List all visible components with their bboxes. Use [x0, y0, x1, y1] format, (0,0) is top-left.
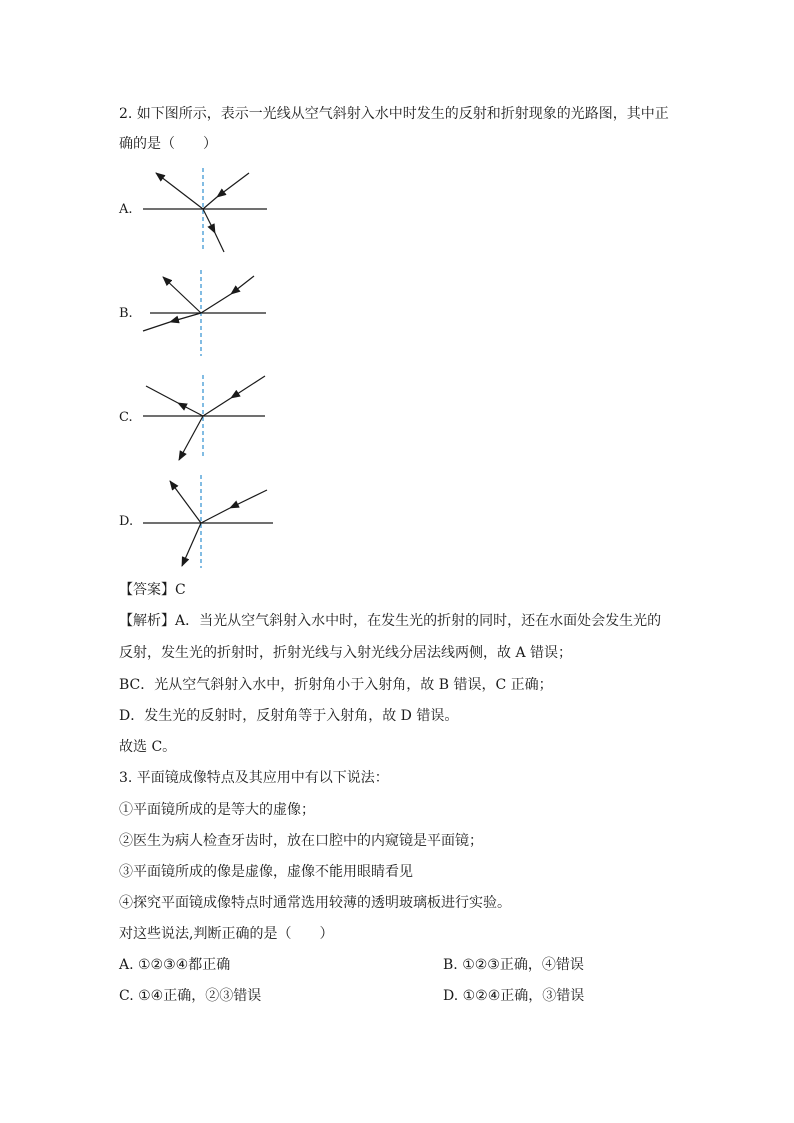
diagram-d-incident-ray	[230, 490, 267, 508]
diagram-c-refracted-ray	[179, 416, 203, 460]
question-3-stem: 3. 平面镜成像特点及其应用中有以下说法：	[119, 770, 389, 786]
statement-2: ②医生为病人检查牙齿时，放在口腔中的内窥镜是平面镜；	[119, 833, 483, 849]
option-b: B. ①②③正确，④错误	[443, 957, 584, 973]
question-3-prompt: 对这些说法,判断正确的是（ ）	[119, 926, 334, 942]
diagram-d	[143, 475, 273, 568]
diagram-c-reflected-ray	[178, 403, 203, 416]
option-a-label: A.	[119, 202, 133, 217]
diagram-a-reflected-ray	[156, 173, 203, 209]
diagram-c-incident-ray	[231, 376, 265, 398]
analysis-line-4: D．发生光的反射时，反射角等于入射角，故 D 错误。	[119, 708, 459, 724]
statement-4: ④探究平面镜成像特点时通常选用较薄的透明玻璃板进行实验。	[119, 895, 511, 911]
diagram-a	[143, 168, 267, 252]
analysis-line-2: 反射，发生光的折射时，折射光线与入射光线分居法线两侧，故 A 错误；	[119, 645, 573, 661]
diagram-b	[143, 270, 266, 356]
analysis-line-1: 【解析】A．当光从空气斜射入水中时，在发生光的折射的同时，还在水面处会发生光的	[119, 613, 662, 629]
question-2-line-2: 确的是（ ）	[119, 136, 217, 152]
option-c-label: C.	[119, 410, 133, 425]
diagram-d-reflected-ray	[170, 481, 201, 523]
option-a: A. ①②③④都正确	[119, 957, 231, 973]
diagram-b-refracted-ray	[170, 313, 201, 322]
answer-label: 【答案】C	[119, 582, 186, 598]
diagram-a-refracted-ray	[203, 209, 215, 233]
diagram-a-incident-ray	[217, 173, 249, 197]
option-b-label: B.	[119, 306, 133, 321]
option-d-label: D.	[119, 514, 134, 529]
analysis-line-3: BC．光从空气斜射入水中，折射角小于入射角，故 B 错误，C 正确；	[119, 677, 553, 693]
option-d: D. ①②④正确，③错误	[443, 988, 585, 1004]
statement-3: ③平面镜所成的像是虚像，虚像不能用眼睛看见	[119, 864, 413, 880]
diagram-b-reflected-ray	[163, 277, 201, 313]
question-2-line-1: 2. 如下图所示，表示一光线从空气斜射入水中时发生的反射和折射现象的光路图，其中正	[119, 106, 669, 122]
option-c: C. ①④正确，②③错误	[119, 988, 262, 1004]
statement-1: ①平面镜所成的是等大的虚像；	[119, 802, 315, 818]
diagram-d-refracted-ray	[182, 523, 201, 566]
diagram-b-incident-ray	[231, 276, 254, 294]
analysis-conclusion: 故选 C。	[119, 739, 177, 755]
diagram-c	[143, 375, 265, 460]
